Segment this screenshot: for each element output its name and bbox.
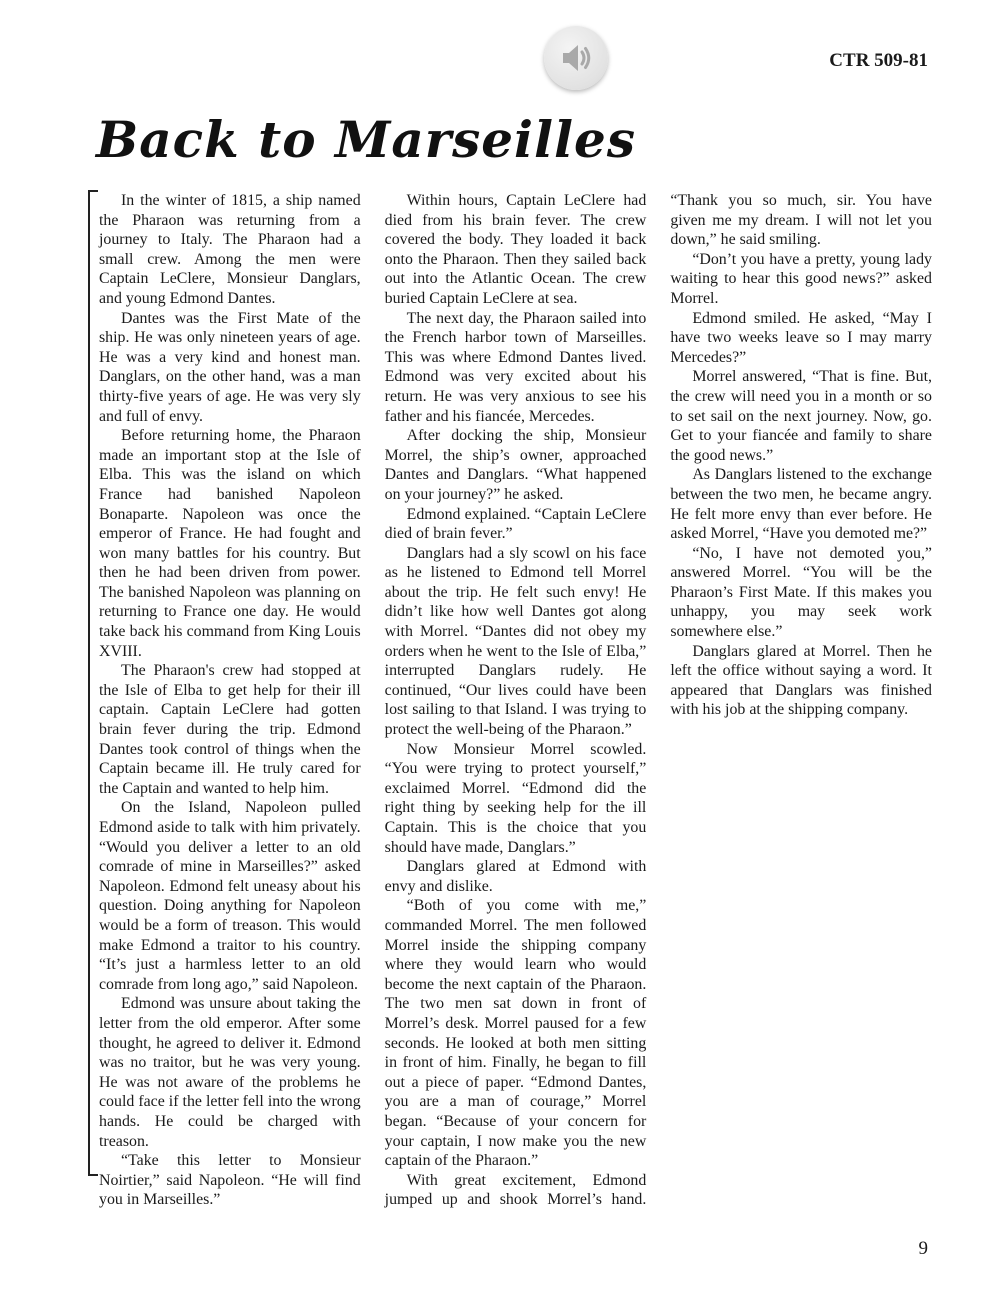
- page-number: 9: [918, 1238, 928, 1259]
- paragraph: As Danglars listened to the exchange between the two men, he became angry. He felt more envy than ever before. He asked Morrel, “Have you demoted me?”: [670, 466, 932, 543]
- page-title: Back to Marseilles: [96, 110, 636, 169]
- paragraph: Edmond explained. “Captain LeClere died of brain fever.”: [384, 505, 647, 543]
- paragraph: The Pharaon's crew had stopped at the Isle of Elba to get help for their ill captain. Captain LeClere had gotten brain fever during the trip. Edmond Dantes took control of things when the Captain became ill. He truly cared for the Captain and wanted to help him.: [99, 662, 361, 797]
- paragraph: Danglars glared at Edmond with envy and dislike.: [384, 858, 647, 895]
- paragraph: “Don’t you have a pretty, young lady waiting to hear this good news?” asked Morrel.: [670, 250, 932, 307]
- paragraph: “Both of you come with me,” commanded Morrel. The men followed Morrel inside the shipping company where they would learn who would become the next captain of the Pharaon. The two men sat down in front of Morrel’s desk. Morrel paused for a few seconds. He looked at both men sitting in front of him. Finally, he began to fill out a piece of paper. “Edmond Dantes, you are a man of courage,” Morrel began. “Because of your concern for your captain, I now make you the new captain of the Pharaon.”: [384, 897, 647, 1170]
- paragraph: Now Monsieur Morrel scowled. “You were trying to protect yourself,” exclaimed Morrel. “Edmond did the right thing by seeking help for the ill Captain. This is the choice that you should have made, Danglars.”: [384, 740, 647, 856]
- paragraph: Danglars had a sly scowl on his face as he listened to Edmond tell Morrel about the trip. He felt such envy! He didn’t like how well Dantes got along with Morrel. “Dantes did not obey my orders when he went to the Isle of Elba,” interrupted Danglars rudely. He continued, “Our lives could have been lost sailing to that Island. I was trying to protect the well-being of the Pharaon.”: [384, 544, 647, 739]
- paragraph: Morrel answered, “That is fine. But, the crew will need you in a month or so to set sail on the next journey. Now, go. Get to your fiancée and family to share the good news.”: [670, 368, 932, 464]
- document-code: CTR 509-81: [829, 50, 928, 71]
- paragraph: The next day, the Pharaon sailed into the French harbor town of Marseilles. This was where Edmond Dantes lived. Edmond was very excited about his return. He was very anxious to see his father and his fiancée, Mercedes.: [384, 309, 647, 425]
- paragraph: Danglars glared at Morrel. Then he left the office without saying a word. It appeared that Danglars was finished with his job at the shipping company.: [670, 642, 932, 719]
- paragraph: Dantes was the First Mate of the ship. He was only nineteen years of age. He was a very kind and honest man. Danglars, on the other hand, was a man thirty-five years of age. He was very sly and full of envy.: [99, 309, 361, 425]
- paragraph: Within hours, Captain LeClere had died from his brain fever. The crew covered the body. They loaded it back onto the Pharaon. Then they sailed back out into the Atlantic Ocean. The crew buried Captain LeClere at sea.: [384, 192, 647, 307]
- paragraph: On the Island, Napoleon pulled Edmond aside to talk with him privately. “Would you deliver a letter to an old comrade of mine in Marseilles?” asked Napoleon. Edmond felt uneasy about his question. Doing anything for Napoleon would be a form of treason. This would make Edmond a traitor to his country. “It’s just a harmless letter to an old comrade from long ago,” said Napoleon.: [99, 799, 361, 993]
- story-text: [99, 191, 932, 1221]
- speaker-icon: [556, 38, 596, 78]
- paragraph: Edmond was unsure about taking the letter from the old emperor. After some thought, he agreed to deliver it. Edmond was no traitor, but he was very young. He was not aware of the problems he could face if the letter fell into the wrong hands. He could be charged with treason.: [99, 995, 361, 1150]
- audio-play-button[interactable]: [544, 26, 608, 90]
- paragraph: “Take this letter to Monsieur Noirtier,” said Napoleon. “He will find you in Marseilles.”: [99, 1152, 361, 1209]
- paragraph: “No, I have not demoted you,” answered Morrel. “You will be the Pharaon’s First Mate. If this makes you unhappy, you may seek work somewhere else.”: [670, 544, 932, 641]
- paragraph: In the winter of 1815, a ship named the Pharaon was returning from a journey to Italy. The Pharaon had a small crew. Among the men were Captain LeClere, Monsieur Danglars, and young Edmond Dantes.: [99, 192, 361, 307]
- reading-bracket: [88, 190, 98, 1176]
- paragraph: After docking the ship, Monsieur Morrel, the ship’s owner, approached Dantes and Danglars. “What happened on your journey?” he asked.: [384, 427, 647, 503]
- paragraph: With great excitement, Edmond jumped up and shook Morrel’s hand. “Thank you so much, sir. You have given me my dream. I will not let you down,” he said smiling.: [384, 192, 932, 1209]
- paragraph: Edmond smiled. He asked, “May I have two weeks leave so I may marry Mercedes?”: [670, 309, 932, 366]
- paragraph: Before returning home, the Pharaon made an important stop at the Isle of Elba. This was the island on which France had banished Napoleon Bonaparte. Napoleon was once the emperor of France. He had fought and won many battles for his country. But then he had been driven from power. The banished Napoleon was planning on returning to France one day. He would take back his command from King Louis XVIII.: [99, 427, 361, 660]
